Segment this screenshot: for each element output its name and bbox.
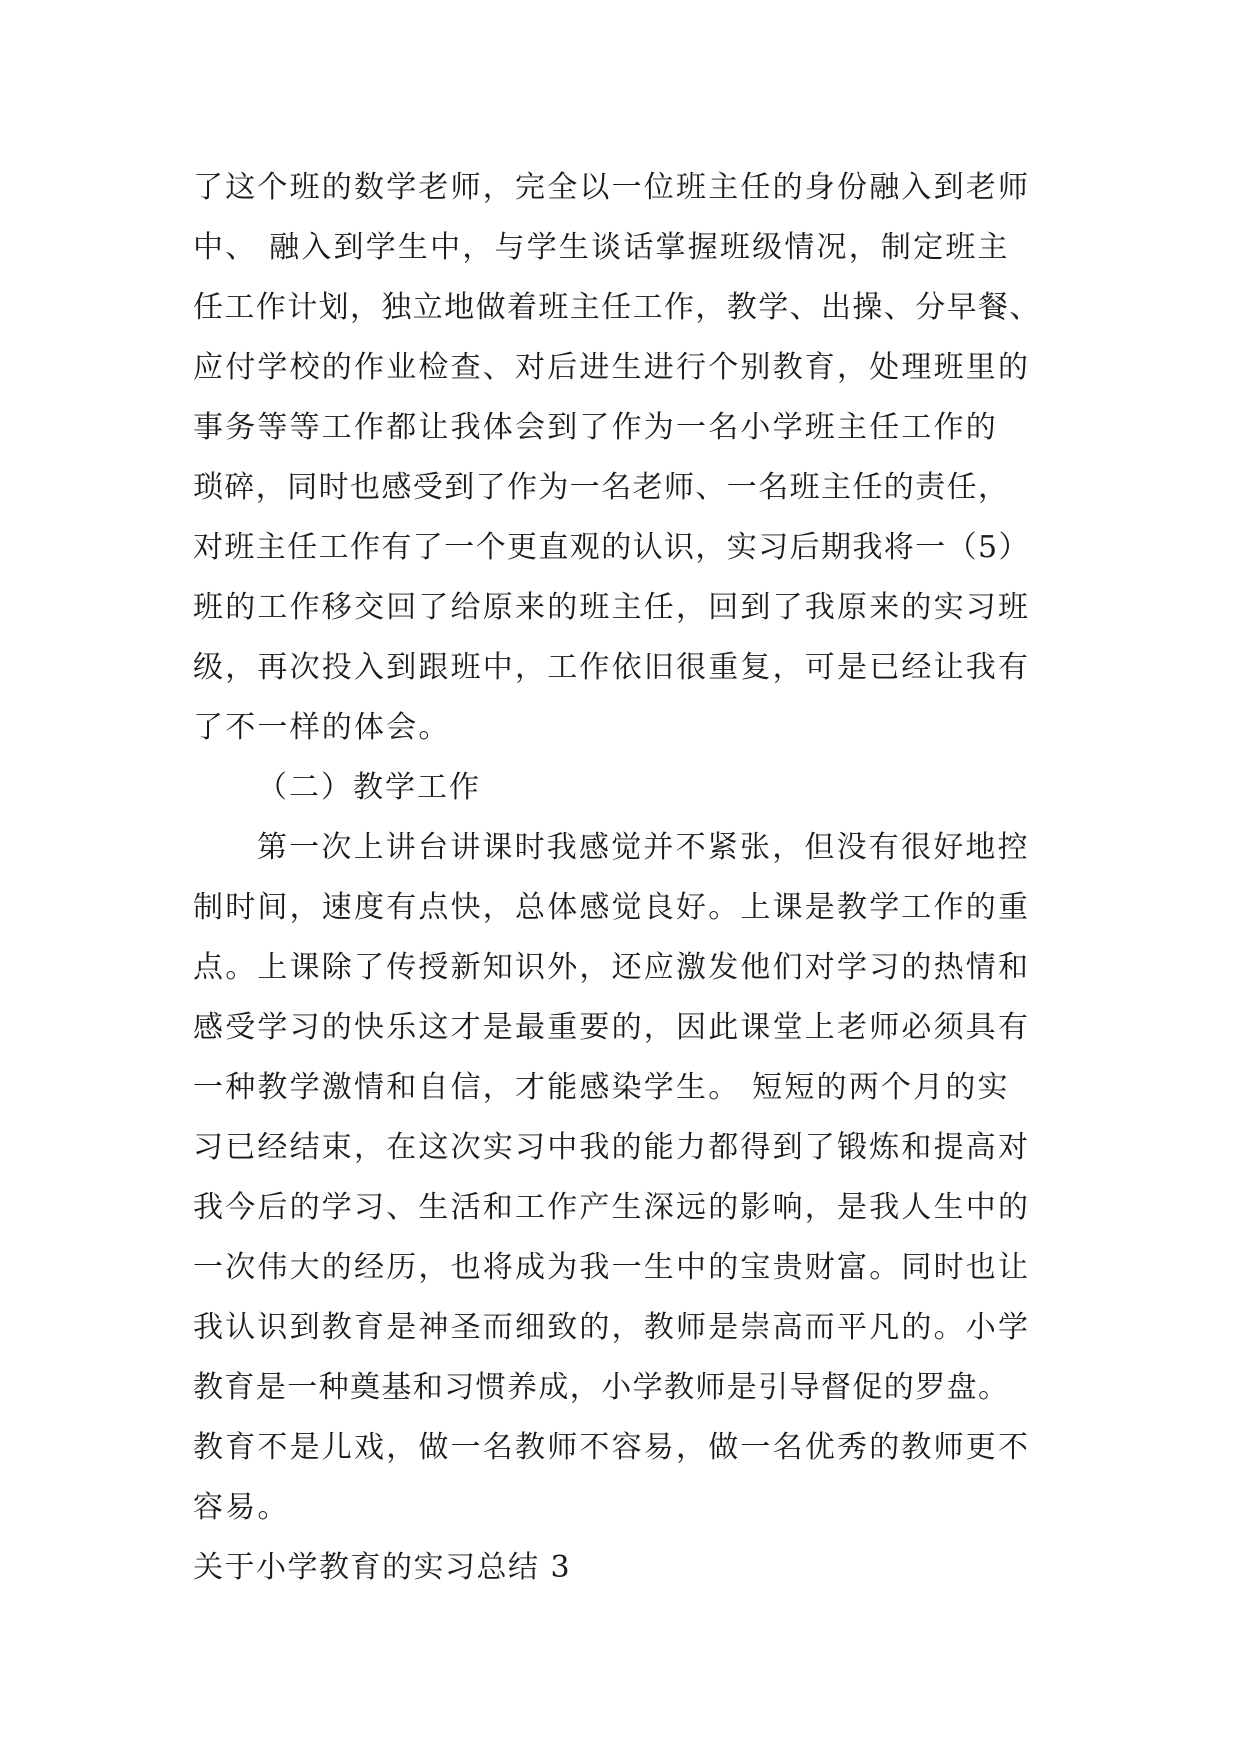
paragraph-line: 中、 融入到学生中，与学生谈话掌握班级情况，制定班主	[193, 230, 1010, 265]
paragraph-line: 感受学习的快乐这才是最重要的，因此课堂上老师必须具有	[193, 1010, 1031, 1045]
paragraph-line: 对班主任工作有了一个更直观的认识，实习后期我将一（5）	[193, 530, 1030, 565]
paragraph-line: 琐碎，同时也感受到了作为一名老师、一名班主任的责任，	[193, 470, 1010, 505]
paragraph-line: 事务等等工作都让我体会到了作为一名小学班主任工作的	[193, 410, 998, 445]
paragraph-line: 容易。	[193, 1490, 290, 1525]
paragraph-line: 级，再次投入到跟班中，工作依旧很重复，可是已经让我有	[193, 650, 1031, 685]
section-title: 关于小学教育的实习总结 3	[193, 1550, 572, 1585]
paragraph-line: 我今后的学习、生活和工作产生深远的影响，是我人生中的	[193, 1190, 1031, 1225]
paragraph-line: 任工作计划，独立地做着班主任工作，教学、出操、分早餐、	[193, 290, 1041, 325]
paragraph-line: 教育不是儿戏，做一名教师不容易，做一名优秀的教师更不	[193, 1430, 1031, 1465]
paragraph-line: 第一次上讲台讲课时我感觉并不紧张，但没有很好地控	[257, 830, 1030, 865]
paragraph-line: 一种教学激情和自信，才能感染学生。 短短的两个月的实	[193, 1070, 1010, 1105]
paragraph-line: 习已经结束，在这次实习中我的能力都得到了锻炼和提高对	[193, 1130, 1031, 1165]
paragraph-line: 点。上课除了传授新知识外，还应激发他们对学习的热情和	[193, 950, 1031, 985]
paragraph-line: 应付学校的作业检查、对后进生进行个别教育，处理班里的	[193, 350, 1031, 385]
subheading: （二）教学工作	[257, 770, 481, 805]
paragraph-line: 一次伟大的经历，也将成为我一生中的宝贵财富。同时也让	[193, 1250, 1031, 1285]
paragraph-line: 了不一样的体会。	[193, 710, 451, 745]
document-body	[193, 158, 1073, 1598]
paragraph-line: 我认识到教育是神圣而细致的，教师是崇高而平凡的。小学	[193, 1310, 1031, 1345]
paragraph-line: 教育是一种奠基和习惯养成，小学教师是引导督促的罗盘。	[193, 1370, 1010, 1405]
paragraph-line: 班的工作移交回了给原来的班主任，回到了我原来的实习班	[193, 590, 1031, 625]
paragraph-line: 了这个班的数学老师，完全以一位班主任的身份融入到老师	[193, 170, 1031, 205]
paragraph-line: 制时间，速度有点快，总体感觉良好。上课是教学工作的重	[193, 890, 1031, 925]
